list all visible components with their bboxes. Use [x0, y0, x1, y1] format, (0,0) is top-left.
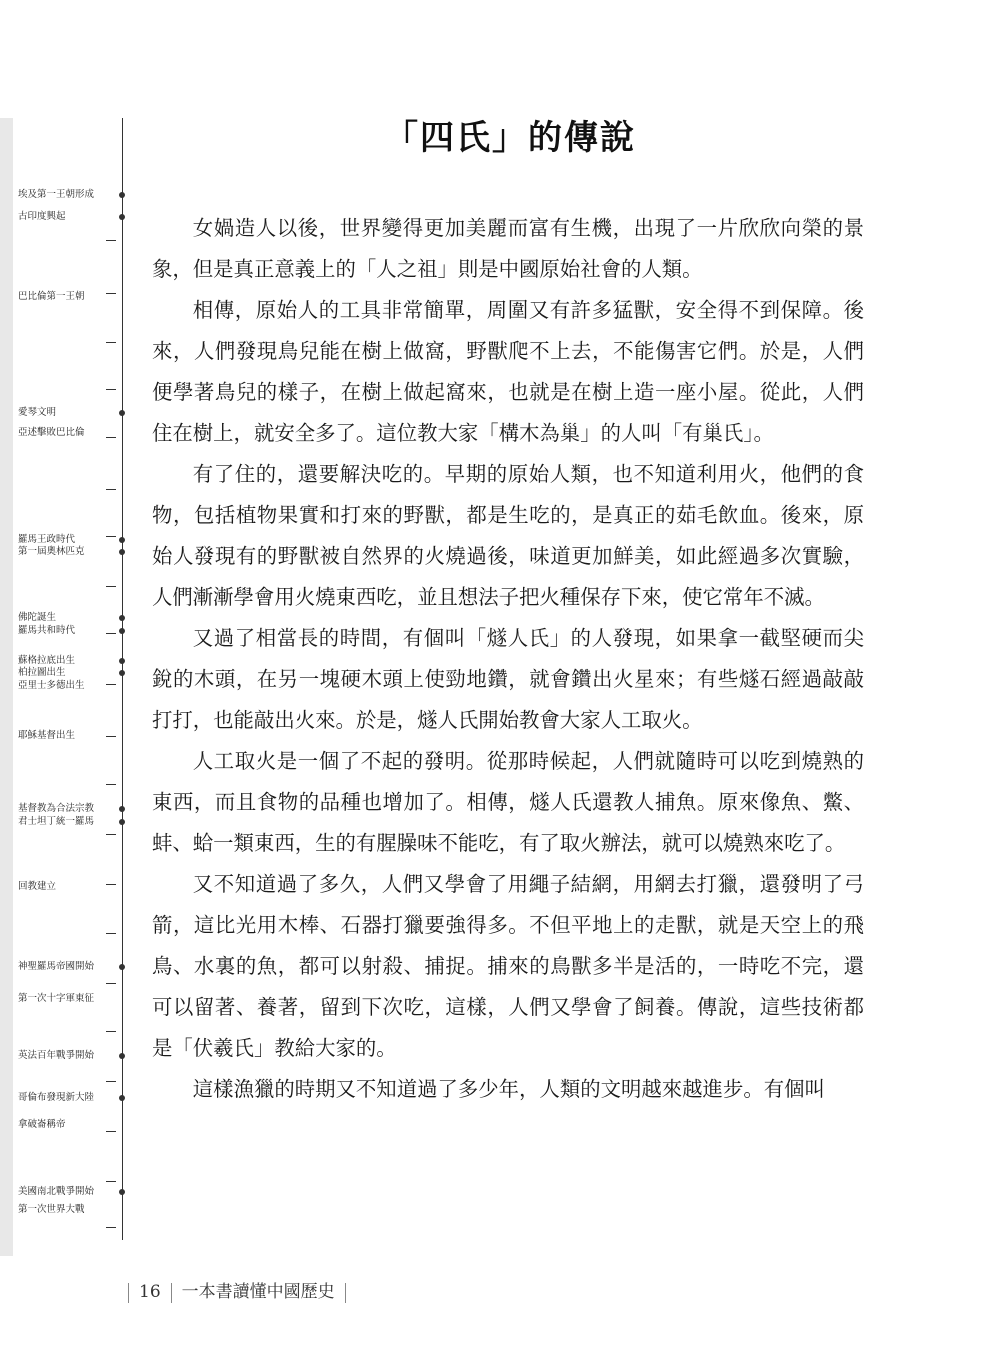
timeline-event: 柏拉圖出生	[18, 667, 66, 678]
timeline-axis	[122, 118, 123, 1240]
timeline-event: 亞述擊敗巴比倫	[18, 427, 85, 438]
timeline-event: 埃及第一王朝形成	[18, 189, 95, 200]
timeline-tick	[106, 1181, 116, 1182]
book-title: 一本書讀懂中國歷史	[181, 1282, 335, 1302]
timeline-dot	[119, 1095, 125, 1101]
timeline-tick	[106, 389, 116, 390]
timeline-event: 第一次世界大戰	[18, 1204, 85, 1215]
footer-divider	[128, 1283, 129, 1303]
timeline-event: 第一次十字軍東征	[18, 993, 95, 1004]
timeline-tick	[106, 983, 116, 984]
timeline-tick	[106, 784, 116, 785]
timeline-event: 巴比倫第一王朝	[18, 291, 85, 302]
timeline-event: 回教建立	[18, 881, 57, 892]
timeline	[0, 0, 140, 1260]
timeline-event: 神聖羅馬帝國開始	[18, 961, 95, 972]
paragraph: 有了住的，還要解決吃的。早期的原始人類，也不知道利用火，他們的食物，包括植物果實和打來的野獸，都是生吃的，是真正的茹毛飲血。後來，原始人發現有的野獸被自然界的火燒過後，味道更加鮮美，如此經過多次實驗，人們漸漸學會用火燒東西吃，並且想法子把火種保存下來，使它常年不滅。	[152, 462, 864, 609]
paragraph: 相傳，原始人的工具非常簡單，周圍又有許多猛獸，安全得不到保障。後來，人們發現鳥兒能在樹上做窩，野獸爬不上去，不能傷害它們。於是，人們便學著鳥兒的樣子，在樹上做起窩來，也就是在樹上造一座小屋。從此，人們住在樹上，就安全多了。這位教大家「構木為巢」的人叫「有巢氏」。	[152, 298, 864, 445]
timeline-dot	[119, 1053, 125, 1059]
timeline-tick	[106, 1131, 116, 1132]
timeline-event: 哥倫布發現新大陸	[18, 1092, 95, 1103]
timeline-event: 愛琴文明	[18, 407, 57, 418]
timeline-tick	[106, 834, 116, 835]
timeline-event: 拿破崙稱帝	[18, 1119, 66, 1130]
timeline-dot	[119, 549, 125, 555]
timeline-dot	[119, 658, 125, 664]
footer-divider	[345, 1283, 346, 1303]
timeline-dot	[119, 410, 125, 416]
timeline-tick	[106, 586, 116, 587]
body-text	[152, 208, 864, 1110]
timeline-dot	[119, 615, 125, 621]
timeline-dot	[119, 819, 125, 825]
timeline-event: 佛陀誕生	[18, 612, 57, 623]
timeline-event: 耶穌基督出生	[18, 730, 76, 741]
timeline-event: 美國南北戰爭開始	[18, 1186, 95, 1197]
paragraph: 又過了相當長的時間，有個叫「燧人氏」的人發現，如果拿一截堅硬而尖銳的木頭，在另一塊硬木頭上使勁地鑽，就會鑽出火星來；有些燧石經過敲敲打打，也能敲出火來。於是，燧人氏開始教會大家人工取火。	[152, 626, 864, 732]
timeline-tick	[106, 1227, 116, 1228]
page-number: 16	[139, 1282, 161, 1302]
timeline-tick	[106, 1031, 116, 1032]
timeline-event: 羅馬共和時代	[18, 625, 76, 636]
timeline-event: 蘇格拉底出生	[18, 655, 76, 666]
page-title: 「四氏」的傳說	[384, 118, 636, 158]
timeline-event: 第一屆奧林匹克	[18, 546, 85, 557]
timeline-event: 英法百年戰爭開始	[18, 1050, 95, 1061]
timeline-dot	[119, 1189, 125, 1195]
timeline-dot	[119, 806, 125, 812]
timeline-event: 亞里士多德出生	[18, 680, 85, 691]
footer-divider	[171, 1283, 172, 1303]
paragraph: 又不知道過了多久，人們又學會了用繩子結網，用網去打獵，還發明了弓箭，這比光用木棒、石器打獵要強得多。不但平地上的走獸，就是天空上的飛鳥、水裏的魚，都可以射殺、捕捉。捕來的鳥獸多半是活的，一時吃不完，還可以留著、養著，留到下次吃，這樣，人們又學會了飼養。傳說，這些技術都是「伏羲氏」教給大家的。	[152, 872, 864, 1060]
timeline-dot	[119, 670, 125, 676]
timeline-tick	[106, 342, 116, 343]
paragraph: 這樣漁獵的時期又不知道過了多少年，人類的文明越來越進步。有個叫	[192, 1077, 825, 1101]
page-footer	[118, 1280, 356, 1304]
timeline-dot	[119, 214, 125, 220]
paragraph: 女媧造人以後，世界變得更加美麗而富有生機，出現了一片欣欣向榮的景象，但是真正意義上的「人之祖」則是中國原始社會的人類。	[152, 216, 864, 281]
timeline-tick	[106, 1081, 116, 1082]
paragraph: 人工取火是一個了不起的發明。從那時候起，人們就隨時可以吃到燒熟的東西，而且食物的品種也增加了。相傳，燧人氏還教人捕魚。原來像魚、鱉、蚌、蛤一類東西，生的有腥臊味不能吃，有了取火辦法，就可以燒熟來吃了。	[152, 749, 864, 855]
timeline-event: 君士坦丁統一羅馬	[18, 816, 95, 827]
timeline-event: 基督教為合法宗教	[18, 803, 95, 814]
timeline-dot	[119, 192, 125, 198]
timeline-dot	[119, 628, 125, 634]
timeline-tick	[106, 933, 116, 934]
timeline-event: 羅馬王政時代	[18, 534, 76, 545]
timeline-tick	[106, 489, 116, 490]
timeline-event: 古印度興起	[18, 211, 66, 222]
timeline-tick	[106, 240, 116, 241]
timeline-dot	[119, 537, 125, 543]
timeline-dot	[119, 964, 125, 970]
